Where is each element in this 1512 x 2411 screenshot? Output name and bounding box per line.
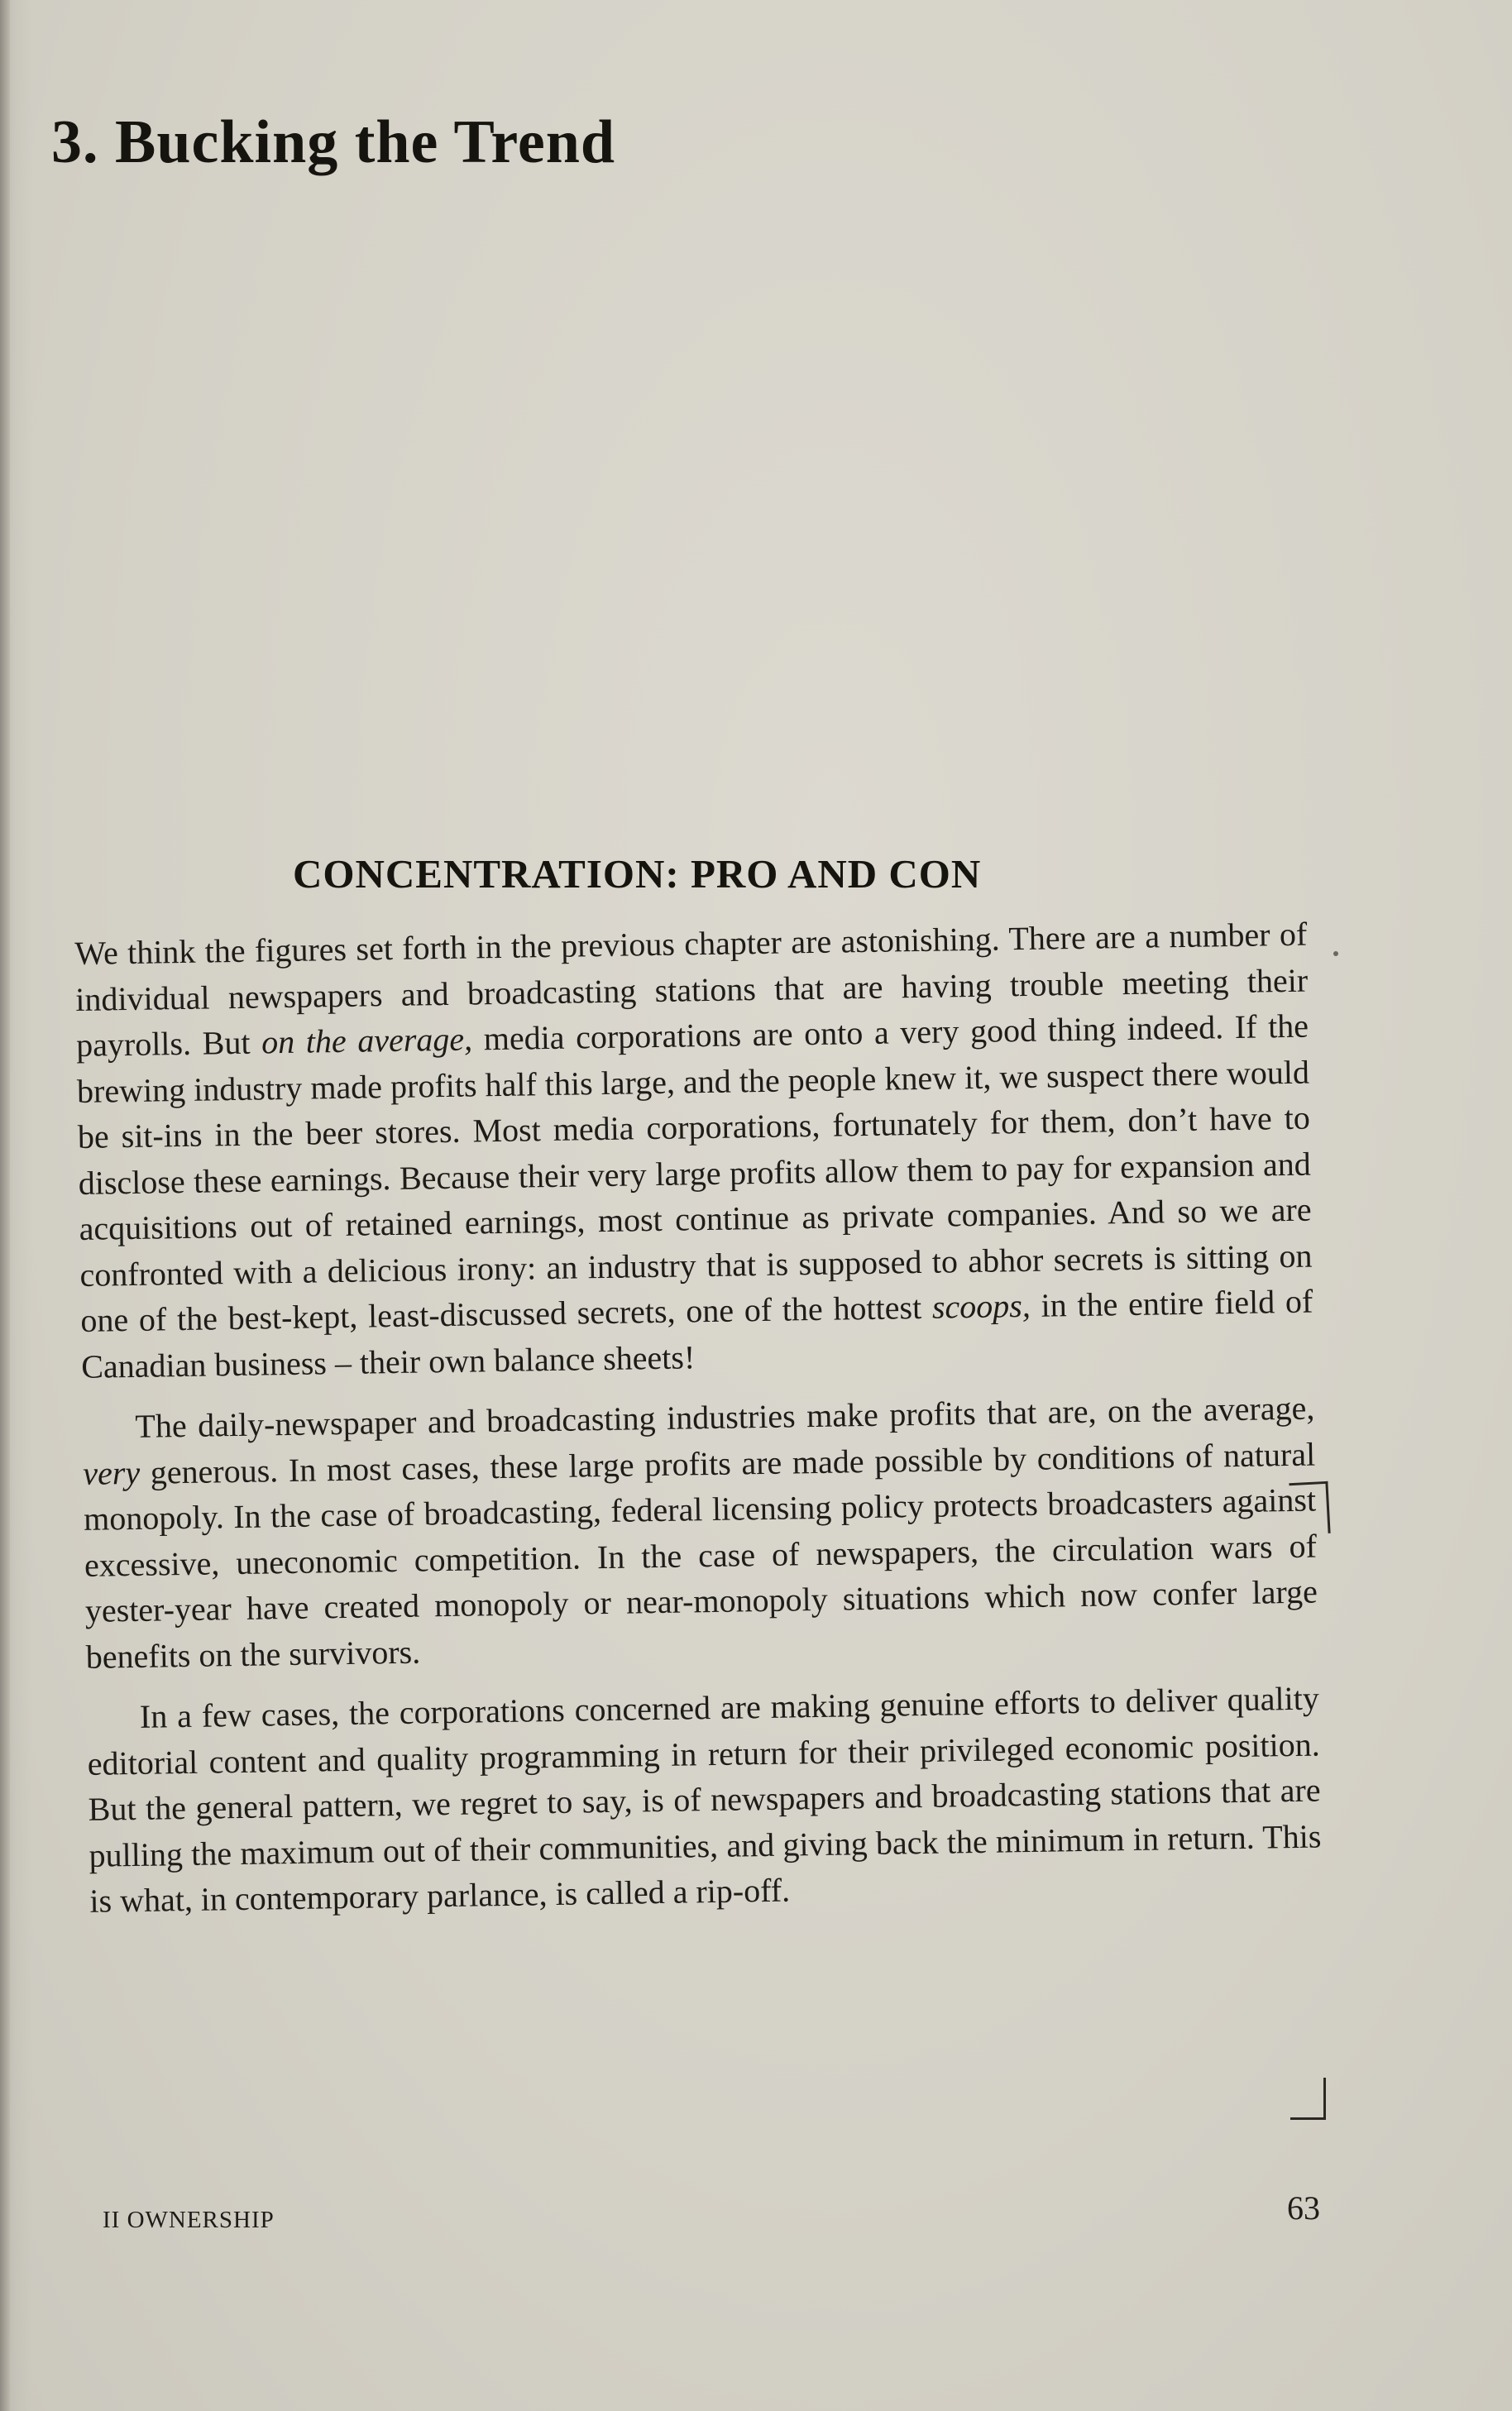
paragraph-1-emphasis-b: scoops, bbox=[931, 1286, 1031, 1326]
paragraph-1-text-c: in the entire field of Canadian business – their own balance sheets! bbox=[80, 1282, 1313, 1385]
paragraph-3-text: In a few cases, the corporations concerned are making genuine efforts to deliver quality editorial content and quality programming in return for their privileged economic position. But the general pattern, we regret to say, is of newspapers and broadcasting stations that are pulling the maximum out of their communities, and giving back the minimum in return. This is what, in contemporary parlance, is called a rip-off. bbox=[87, 1679, 1322, 1920]
running-footer: II OWNERSHIP bbox=[103, 2207, 275, 2233]
margin-dot bbox=[1333, 951, 1338, 956]
body-text bbox=[74, 911, 1323, 1940]
margin-bracket-start bbox=[1289, 1481, 1330, 1535]
paragraph-2-text-a: The daily-newspaper and broadcasting industries make profits that are, on the average, bbox=[135, 1389, 1315, 1445]
paragraph-3 bbox=[87, 1675, 1323, 1924]
chapter-title: 3. Bucking the Trend bbox=[51, 108, 616, 176]
paragraph-1 bbox=[74, 911, 1314, 1390]
paragraph-1-text-b: media corporations are onto a very good thing indeed. If the brewing industry made profits half this large, and the people knew it, we suspect there would be sit-ins in the beer stores. Most media corporations, fortunately for them, don’t have to disclose these earnings. Because their very large profits allow them to pay for expansion and acquisitions out of retained earnings, most continue as private companies. And so we are confronted with a delicious irony: an industry that is supposed to abhor secrets is sitting on one of the best-kept, least-discussed secrets, one of the hottest bbox=[76, 1007, 1313, 1339]
paragraph-1-text-a: We think the figures set forth in the previous chapter are astonishing. There are a number of individual newspapers and broadcasting stations that are having trouble meeting their payrolls. But bbox=[74, 915, 1309, 1064]
section-heading: CONCENTRATION: PRO AND CON bbox=[293, 851, 982, 897]
paragraph-2 bbox=[82, 1385, 1318, 1680]
paragraph-1-emphasis-a: on the average, bbox=[261, 1020, 473, 1061]
binding-edge bbox=[0, 0, 10, 2411]
paragraph-2-text-b: generous. In most cases, these large profits are made possible by conditions of natural monopoly. In the case of broadcasting, federal licensing policy protects broadcasters against excessive, uneconomic competition. In the case of newspapers, the circulation wars of yester-year have created monopoly or near-monopoly situations which now confer large benefits on the survivors. bbox=[83, 1435, 1318, 1676]
paragraph-2-emphasis-a: very bbox=[82, 1453, 141, 1492]
margin-bracket-end bbox=[1290, 2078, 1326, 2120]
page-number: 63 bbox=[1287, 2189, 1320, 2227]
